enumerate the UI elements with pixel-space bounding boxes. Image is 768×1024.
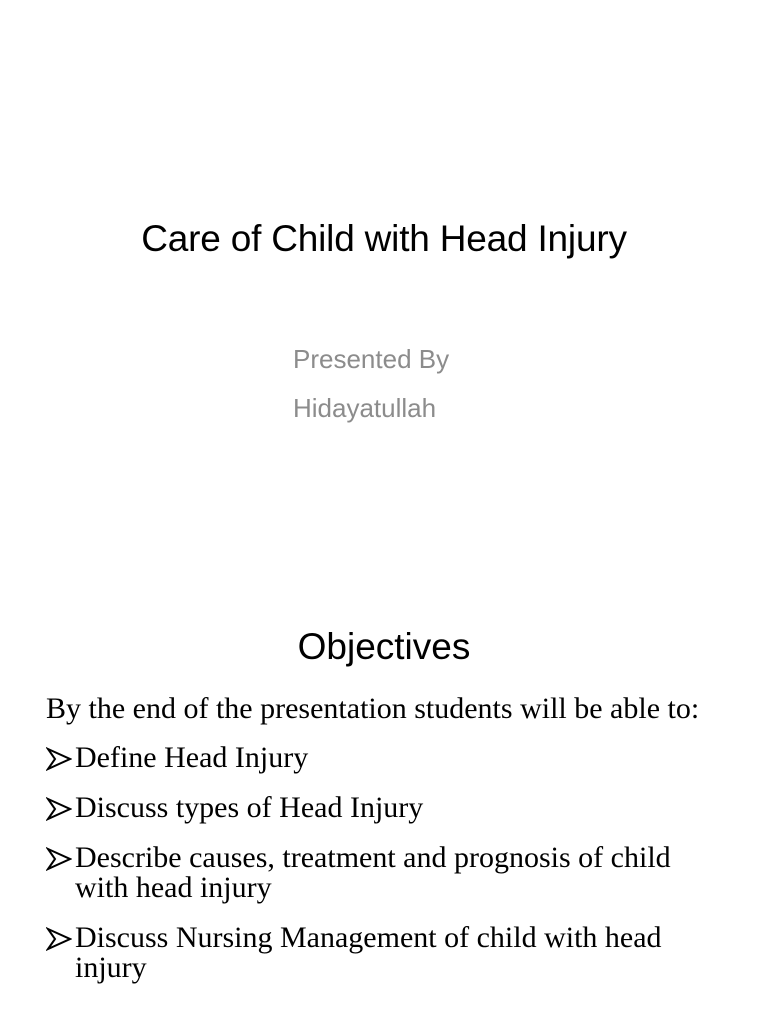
objectives-title: Objectives bbox=[297, 626, 471, 667]
presenter-block bbox=[0, 335, 768, 433]
list-item bbox=[46, 843, 706, 903]
arrow-bullet-icon bbox=[46, 747, 72, 771]
bullet-text: Discuss types of Head Injury bbox=[75, 791, 424, 824]
list-item bbox=[46, 743, 706, 773]
list-item bbox=[46, 793, 706, 823]
arrow-bullet-icon bbox=[46, 847, 72, 871]
objectives-slide bbox=[0, 576, 768, 1024]
objectives-body bbox=[46, 694, 706, 1003]
bullet-text: Describe causes, treatment and prognosis of child with head injury bbox=[75, 841, 671, 904]
bullet-text: Define Head Injury bbox=[75, 741, 309, 774]
objectives-intro: By the end of the presentation students will be able to: bbox=[46, 692, 700, 725]
objectives-list bbox=[46, 743, 706, 983]
presented-by-label: Presented By bbox=[293, 344, 450, 374]
arrow-bullet-icon bbox=[46, 797, 72, 821]
slide-title: Care of Child with Head Injury bbox=[141, 218, 627, 259]
presenter-name: Hidayatullah bbox=[293, 393, 437, 423]
arrow-bullet-icon bbox=[46, 927, 72, 951]
list-item bbox=[46, 923, 706, 983]
bullet-text: Discuss Nursing Management of child with head injury bbox=[75, 921, 662, 984]
